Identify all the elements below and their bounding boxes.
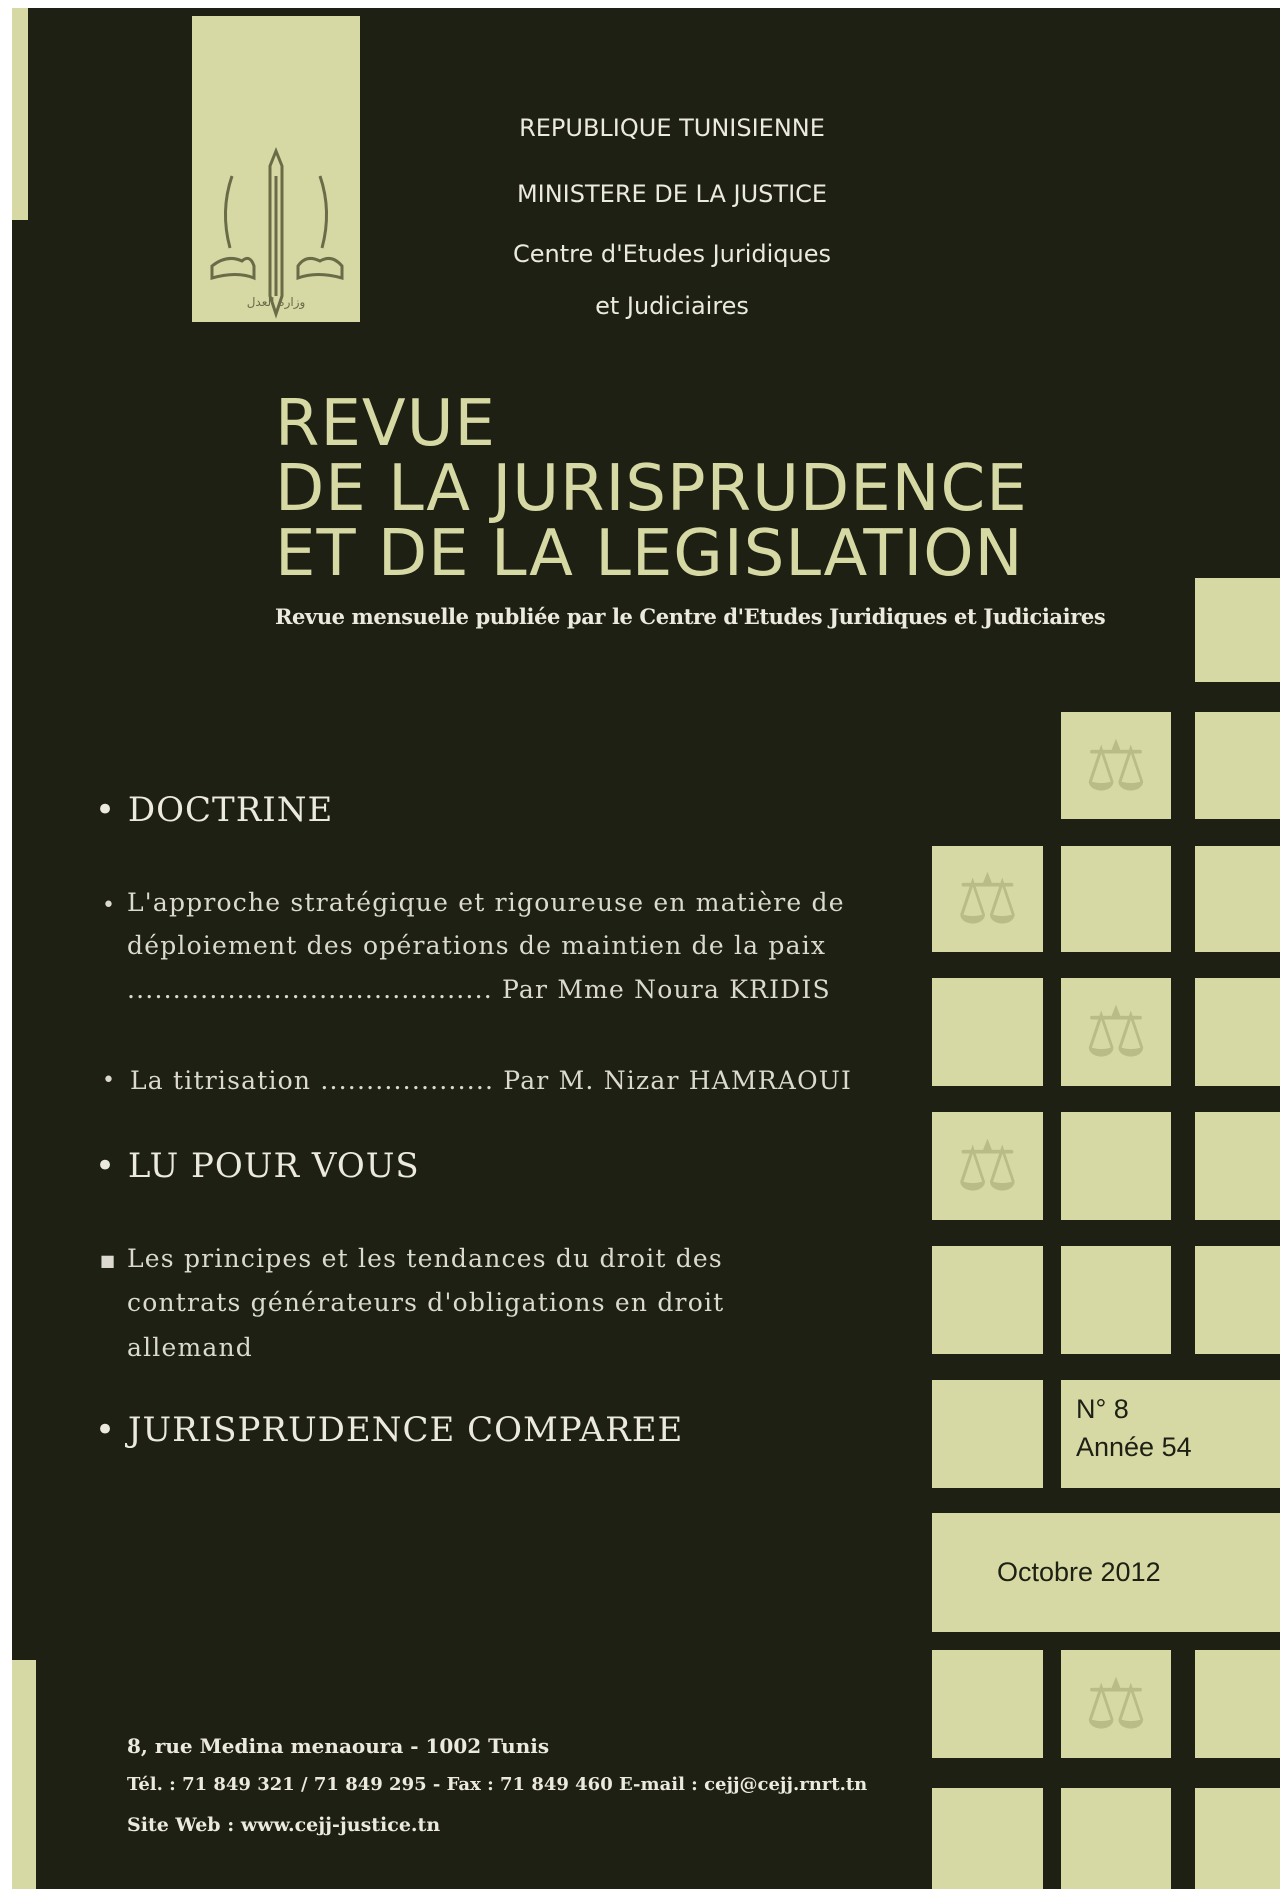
doctrine-item1-author: ........................................ Par Mme Noura KRIDIS <box>127 975 831 1004</box>
grid-square <box>1195 1650 1280 1758</box>
doctrine-item1-line1: L'approche stratégique et rigoureuse en matière de <box>127 888 845 917</box>
lu-pour-vous-item1-line2: contrats générateurs d'obligations en droit <box>127 1288 725 1317</box>
grid-square <box>932 1380 1043 1488</box>
section-bullet-icon: • <box>95 790 128 830</box>
grid-square <box>1195 1788 1280 1889</box>
section-lu-pour-vous-heading: • LU POUR VOUS <box>95 1146 420 1186</box>
issue-date: Octobre 2012 <box>997 1557 1161 1587</box>
scales-of-justice-icon <box>1061 978 1171 1086</box>
decorative-left-strip-bottom <box>12 1660 36 1889</box>
logo-arabic-text: وزارة العدل <box>246 295 306 309</box>
section-bullet-icon: • <box>95 1146 128 1186</box>
grid-square <box>932 978 1043 1086</box>
issue-number-box <box>1061 1380 1280 1488</box>
lu-pour-vous-item1-line3: allemand <box>127 1333 254 1362</box>
grid-square <box>1195 1246 1280 1354</box>
scales-of-justice-icon <box>1061 712 1171 819</box>
issue-year: Année 54 <box>1076 1432 1192 1462</box>
grid-square <box>932 1650 1043 1758</box>
centre-label-line1: Centre d'Etudes Juridiques <box>512 240 832 268</box>
subtitle: Revue mensuelle publiée par le Centre d'Etudes Juridiques et Judiciaires <box>275 604 1106 629</box>
bullet-icon: • <box>102 893 115 918</box>
journal-cover <box>12 8 1280 1889</box>
grid-square <box>1061 1246 1171 1354</box>
lu-pour-vous-item1-line1: Les principes et les tendances du droit des <box>127 1244 723 1273</box>
doctrine-item1-line2: déploiement des opérations de maintien de la paix <box>127 931 827 960</box>
centre-label-line2: et Judiciaires <box>595 292 749 320</box>
footer-address: 8, rue Medina menaoura - 1002 Tunis <box>127 1734 550 1758</box>
decorative-left-strip-top <box>12 8 28 220</box>
footer-contact: Tél. : 71 849 321 / 71 849 295 - Fax : 71 849 460 E-mail : cejj@cejj.rnrt.tn <box>127 1774 868 1795</box>
grid-square <box>1061 1112 1171 1220</box>
section-jurisprudence-comparee-heading: • JURISPRUDENCE COMPAREE <box>95 1410 684 1450</box>
issue-date-box <box>932 1513 1280 1632</box>
grid-square <box>1195 846 1280 952</box>
grid-square <box>1061 846 1171 952</box>
scales-of-justice-icon <box>1061 1650 1171 1758</box>
square-bullet-icon: ■ <box>100 1251 116 1270</box>
title-line3: ET DE LA LEGISLATION <box>275 517 1024 591</box>
doctrine-item2: La titrisation ................... Par M. Nizar HAMRAOUI <box>130 1066 853 1095</box>
grid-square <box>1195 1112 1280 1220</box>
ministry-label: MINISTERE DE LA JUSTICE <box>516 180 828 208</box>
issue-number: N° 8 <box>1076 1394 1129 1424</box>
grid-square <box>932 1788 1043 1889</box>
scales-of-justice-icon <box>932 1112 1043 1220</box>
grid-square <box>1195 578 1280 682</box>
section-bullet-icon: • <box>95 1410 128 1450</box>
grid-square <box>1061 1788 1171 1889</box>
bullet-icon: • <box>102 1068 115 1093</box>
pen-and-books-icon <box>192 16 360 322</box>
republic-label: REPUBLIQUE TUNISIENNE <box>519 114 825 142</box>
section-doctrine-heading: • DOCTRINE <box>95 790 334 830</box>
title-line2: DE LA JURISPRUDENCE <box>275 452 1028 526</box>
grid-square <box>1195 712 1280 819</box>
grid-square <box>1195 978 1280 1086</box>
ministry-logo <box>192 16 360 322</box>
scales-of-justice-icon <box>932 846 1043 952</box>
title-line1: REVUE <box>275 387 496 461</box>
grid-square <box>932 1246 1043 1354</box>
footer-website: Site Web : www.cejj-justice.tn <box>127 1814 441 1836</box>
